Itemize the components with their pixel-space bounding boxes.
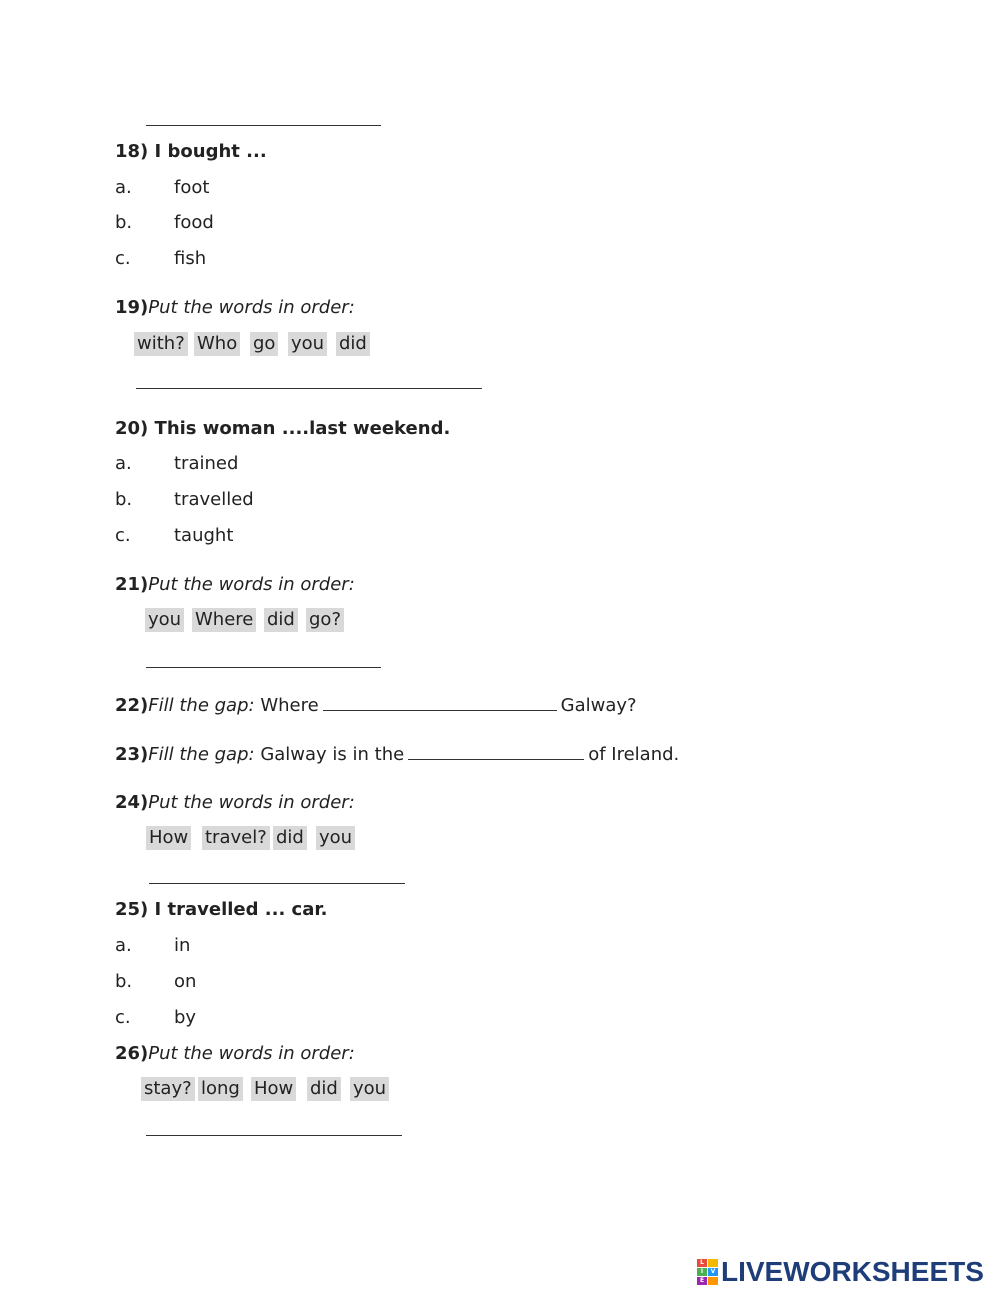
sentence-end: of Ireland. — [588, 744, 680, 765]
question-20: 20) This woman ....last weekend. — [115, 418, 451, 439]
option-20-b[interactable] — [115, 489, 254, 510]
word-tile[interactable]: How — [251, 1077, 296, 1101]
option-letter: a. — [115, 935, 132, 956]
instruction: Put the words in order: — [148, 574, 355, 595]
option-text: taught — [174, 525, 234, 546]
option-18-b[interactable] — [115, 212, 214, 233]
option-text: in — [174, 935, 191, 956]
answer-line-26[interactable] — [146, 1135, 402, 1136]
option-20-c[interactable] — [115, 525, 234, 546]
option-letter: c. — [115, 248, 131, 269]
option-text: by — [174, 1007, 197, 1028]
gap-input[interactable] — [408, 743, 584, 760]
option-letter: a. — [115, 453, 132, 474]
word-tile[interactable]: you — [145, 608, 184, 632]
option-letter: b. — [115, 212, 133, 233]
option-letter: c. — [115, 1007, 131, 1028]
question-number: 24) — [115, 792, 149, 813]
sentence-end: Galway? — [560, 695, 637, 716]
instruction: Fill the gap: — [148, 744, 255, 765]
option-25-c[interactable] — [115, 1007, 197, 1028]
word-tile[interactable]: with? — [134, 332, 188, 356]
word-tile[interactable]: you — [316, 826, 355, 850]
question-21 — [115, 574, 355, 595]
instruction: Put the words in order: — [148, 792, 355, 813]
word-tile[interactable]: did — [264, 608, 298, 632]
question-number: 21) — [115, 574, 149, 595]
option-text: food — [174, 212, 214, 233]
option-letter: b. — [115, 489, 133, 510]
question-19 — [115, 297, 355, 318]
word-tile[interactable]: you — [350, 1077, 389, 1101]
option-text: travelled — [174, 489, 254, 510]
word-tile[interactable]: did — [336, 332, 370, 356]
word-tile[interactable]: long — [198, 1077, 243, 1101]
word-tile[interactable]: go? — [306, 608, 344, 632]
instruction: Fill the gap: — [148, 695, 255, 716]
option-text: trained — [174, 453, 239, 474]
option-letter: a. — [115, 177, 132, 198]
word-tile[interactable]: Where — [192, 608, 256, 632]
liveworksheets-logo — [697, 1257, 984, 1287]
option-letter: b. — [115, 971, 133, 992]
answer-line-24[interactable] — [149, 883, 405, 884]
word-tile[interactable]: stay? — [141, 1077, 195, 1101]
word-tile[interactable]: go — [250, 332, 278, 356]
question-18: 18) I bought ... — [115, 141, 267, 162]
option-18-c[interactable] — [115, 248, 207, 269]
question-25: 25) I travelled ... car. — [115, 899, 328, 920]
sentence-start: Galway is in the — [260, 744, 405, 765]
option-text: on — [174, 971, 197, 992]
question-number: 19) — [115, 297, 149, 318]
word-tile[interactable]: did — [273, 826, 307, 850]
option-text: fish — [174, 248, 207, 269]
answer-line-19[interactable] — [136, 388, 482, 389]
instruction: Put the words in order: — [148, 297, 355, 318]
option-25-a[interactable] — [115, 935, 191, 956]
word-tile[interactable]: travel? — [202, 826, 270, 850]
option-letter: c. — [115, 525, 131, 546]
answer-line-21[interactable] — [146, 667, 381, 668]
option-25-b[interactable] — [115, 971, 197, 992]
option-text: foot — [174, 177, 210, 198]
word-tile[interactable]: you — [288, 332, 327, 356]
gap-input[interactable] — [323, 694, 557, 711]
logo-text: LIVEWORKSHEETS — [721, 1256, 984, 1287]
word-tile[interactable]: Who — [194, 332, 240, 356]
option-20-a[interactable] — [115, 453, 239, 474]
option-18-a[interactable] — [115, 177, 210, 198]
word-tile[interactable]: did — [307, 1077, 341, 1101]
logo-mark-icon: L I V E — [697, 1259, 718, 1285]
question-number: 26) — [115, 1043, 149, 1064]
sentence-start: Where — [260, 695, 319, 716]
instruction: Put the words in order: — [148, 1043, 355, 1064]
question-number: 23) — [115, 744, 149, 765]
question-23 — [115, 743, 679, 765]
question-number: 22) — [115, 695, 149, 716]
word-tile[interactable]: How — [146, 826, 191, 850]
answer-line-17[interactable] — [146, 125, 381, 126]
question-22 — [115, 694, 637, 716]
question-26 — [115, 1043, 355, 1064]
question-24 — [115, 792, 355, 813]
